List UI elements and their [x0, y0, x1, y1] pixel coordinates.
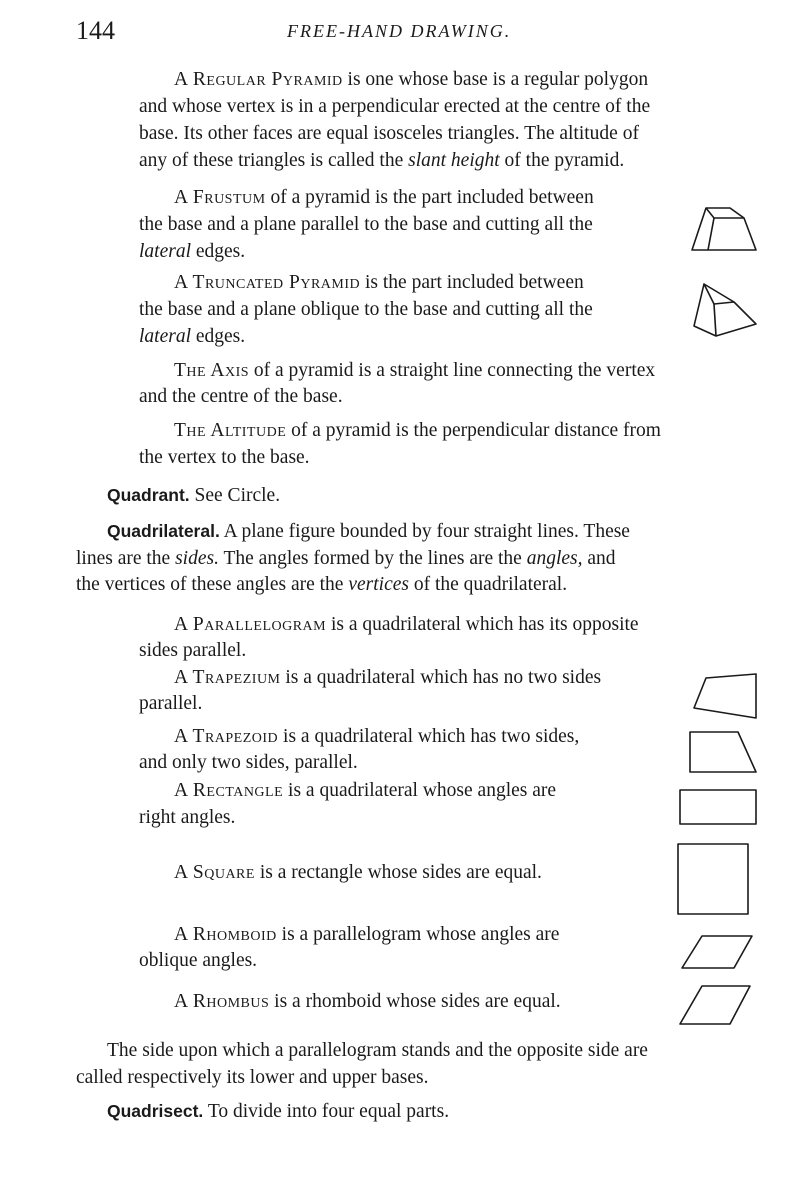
rhombus-outline: [680, 986, 750, 1024]
rhomboid-figure: [678, 928, 758, 974]
frustum-outline: [692, 208, 756, 250]
truncated-pyramid-line-3: [139, 324, 245, 350]
quadrilateral-term: Quadrilateral.: [107, 521, 220, 541]
frustum-line-2: the base and a plane parallel to the base and cutting all the: [139, 214, 593, 235]
rectangle-line-1: [174, 778, 556, 804]
rectangle-figure: [676, 784, 760, 828]
rhomboid-text-1: is a parallelogram whose angles are: [276, 924, 560, 945]
square-term: A Square: [174, 862, 255, 883]
parallelogram-term: A Parallelogram: [174, 614, 327, 635]
truncated-edge-c: [714, 304, 716, 336]
vertices-term: vertices: [348, 574, 409, 595]
parallelogram-line-1: [174, 612, 639, 638]
axis-text-1: of a pyramid is a straight line connecting the vertex: [249, 360, 656, 381]
regular-pyramid-line-4: [139, 148, 624, 174]
parallelogram-text-1: is a quadrilateral which has its opposite: [326, 614, 639, 635]
frustum-text-3: edges.: [191, 241, 246, 262]
rhomboid-term: A Rhomboid: [174, 924, 277, 945]
regular-pyramid-line-1: [174, 67, 648, 93]
truncated-outline: [694, 284, 756, 336]
frustum-line-3: [139, 239, 245, 265]
altitude-line-2: the vertex to the base.: [139, 447, 310, 468]
truncated-pyramid-term: A Truncated Pyramid: [174, 272, 361, 293]
trapezoid-line-1: [174, 724, 579, 750]
square-outline: [678, 844, 748, 914]
trapezium-line-1: [174, 665, 601, 691]
rectangle-line-2: right angles.: [139, 807, 236, 828]
frustum-term: A Frustum: [174, 187, 266, 208]
altitude-text-1: of a pyramid is the perpendicular distance from: [286, 420, 661, 441]
trapezoid-text-1: is a quadrilateral which has two sides,: [278, 726, 580, 747]
slant-height-term: slant height: [408, 150, 500, 171]
quadrisect-term: Quadrisect.: [107, 1101, 204, 1121]
trapezium-text-1: is a quadrilateral which has no two sides: [280, 667, 602, 688]
rhomboid-outline: [682, 936, 752, 968]
regular-pyramid-text-1: is one whose base is a regular polygon: [342, 69, 649, 90]
rectangle-term: A Rectangle: [174, 780, 284, 801]
trapezium-figure: [690, 670, 760, 722]
bases-note-line-1: The side upon which a parallelogram stands and the opposite side are: [107, 1040, 648, 1061]
quadrisect-entry: [107, 1098, 449, 1125]
axis-line-1: [174, 358, 655, 384]
truncated-pyramid-line-1: [174, 270, 584, 296]
square-figure: [674, 840, 752, 918]
quadrilateral-text-2c: and: [582, 548, 616, 569]
angles-term: angles,: [526, 548, 583, 569]
rhombus-line-1: [174, 989, 561, 1015]
parallelogram-line-2: sides parallel.: [139, 640, 247, 661]
regular-pyramid-text-4b: of the pyramid.: [499, 150, 625, 171]
rectangle-outline: [680, 790, 756, 824]
quadrilateral-text-2a: lines are the: [76, 548, 176, 569]
truncated-pyramid-line-2: the base and a plane oblique to the base and cutting all the: [139, 299, 593, 320]
frustum-lateral: lateral: [139, 241, 191, 262]
trapezoid-outline: [690, 732, 756, 772]
rhombus-figure: [676, 982, 756, 1028]
axis-line-2: and the centre of the base.: [139, 386, 343, 407]
truncated-edge-b: [714, 302, 734, 304]
frustum-lateral-edge: [708, 218, 714, 250]
quadrilateral-text-3b: of the quadrilateral.: [408, 574, 568, 595]
bases-note-line-2: called respectively its lower and upper bases.: [76, 1067, 429, 1088]
frustum-line-1: [174, 185, 594, 211]
frustum-figure: [688, 200, 764, 258]
running-title: FREE-HAND DRAWING.: [287, 21, 512, 41]
quadrilateral-text-3a: the vertices of these angles are the: [76, 574, 349, 595]
rhomboid-line-1: [174, 922, 559, 948]
regular-pyramid-line-2: and whose vertex is in a perpendicular erected at the centre of the: [139, 96, 651, 117]
rectangle-text-1: is a quadrilateral whose angles are: [283, 780, 557, 801]
quadrilateral-text-1: A plane figure bounded by four straight lines. These: [219, 521, 630, 542]
frustum-edge: [706, 208, 714, 218]
quadrilateral-line-2: [76, 546, 616, 572]
square-text-1: is a rectangle whose sides are equal.: [254, 862, 542, 883]
trapezoid-figure: [684, 726, 760, 776]
truncated-lateral: lateral: [139, 326, 191, 347]
frustum-text-1: of a pyramid is the part included between: [265, 187, 594, 208]
regular-pyramid-term: A Regular Pyramid: [174, 69, 343, 90]
quadrant-term: Quadrant.: [107, 485, 190, 505]
trapezium-outline: [694, 674, 756, 718]
truncated-pyramid-figure: [688, 278, 764, 344]
quadrilateral-line-1: [107, 518, 630, 545]
truncated-pyramid-text-3: edges.: [191, 326, 246, 347]
page-number: 144: [76, 16, 115, 45]
regular-pyramid-text-4a: any of these triangles is called the: [139, 150, 409, 171]
rhombus-text-1: is a rhomboid whose sides are equal.: [269, 991, 561, 1012]
rhomboid-line-2: oblique angles.: [139, 950, 258, 971]
square-line-1: [174, 860, 542, 886]
axis-term: The Axis: [174, 360, 250, 381]
altitude-line-1: [174, 418, 661, 444]
quadrant-text: See Circle.: [189, 485, 281, 506]
trapezoid-term: A Trapezoid: [174, 726, 279, 747]
altitude-term: The Altitude: [174, 420, 287, 441]
truncated-pyramid-text-1: is the part included between: [360, 272, 584, 293]
quadrisect-text: To divide into four equal parts.: [203, 1101, 450, 1122]
quadrilateral-line-3: [76, 572, 567, 598]
quadrilateral-text-2b: The angles formed by the lines are the: [218, 548, 527, 569]
trapezium-term: A Trapezium: [174, 667, 281, 688]
sides-term: sides.: [175, 548, 219, 569]
regular-pyramid-line-3: base. Its other faces are equal isosceles triangles. The altitude of: [139, 123, 639, 144]
trapezoid-line-2: and only two sides, parallel.: [139, 752, 358, 773]
quadrant-entry: [107, 482, 280, 509]
rhombus-term: A Rhombus: [174, 991, 270, 1012]
trapezium-line-2: parallel.: [139, 693, 203, 714]
